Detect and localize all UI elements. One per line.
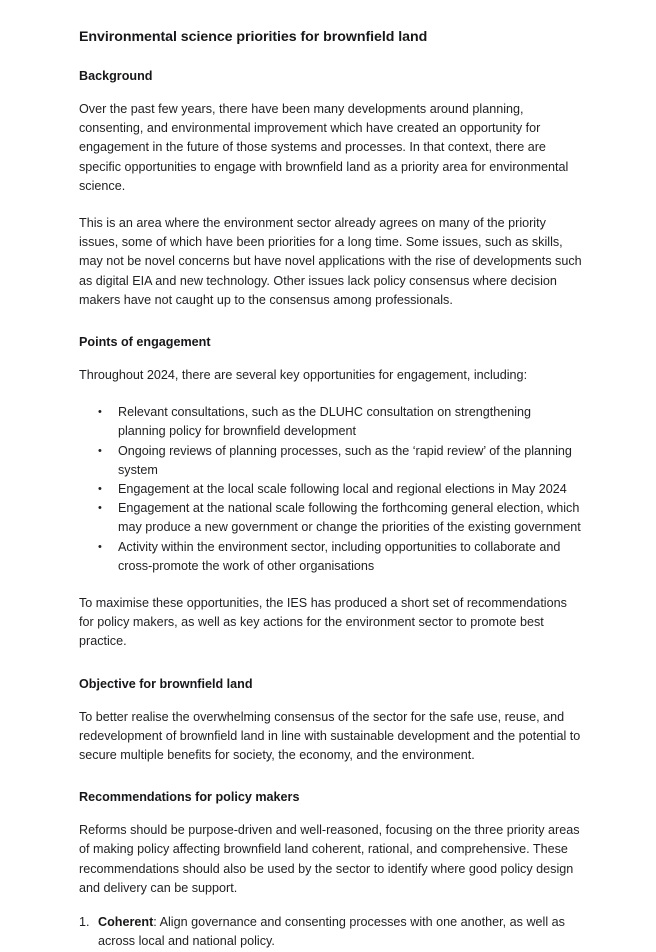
engagement-bullet-list	[79, 403, 582, 576]
list-item-text: Ongoing reviews of planning processes, such as the ‘rapid review’ of the planning system	[118, 443, 572, 477]
bullet-icon: •	[98, 483, 102, 496]
bullet-icon: •	[98, 444, 102, 457]
document-title: Environmental science priorities for brownfield land	[79, 29, 428, 45]
section-heading-points-of-engagement: Points of engagement	[79, 335, 211, 350]
list-item-term: Coherent	[98, 915, 154, 930]
list-item	[79, 913, 582, 951]
list-item	[79, 480, 582, 499]
list-item-text: Engagement at the local scale following local and regional elections in May 2024	[118, 482, 567, 497]
recommendations-numbered-list	[79, 913, 582, 951]
list-item-body: : Align governance and consenting processes with one another, as well as across local and national policy.	[98, 915, 565, 949]
bullet-icon: •	[98, 406, 102, 419]
list-item-text: Relevant consultations, such as the DLUHC consultation on strengthening planning policy for brownfield development	[118, 405, 532, 439]
list-item-text: Activity within the environment sector, including opportunities to collaborate and cross-promote the work of other organisations	[118, 539, 561, 573]
bullet-icon: •	[98, 540, 102, 553]
section-heading-recommendations: Recommendations for policy makers	[79, 790, 300, 805]
paragraph-objective-1: To better realise the overwhelming consensus of the sector for the safe use, reuse, and redevelopment of brownfield land in line with sustainable development and the potential to secure multiple benefits for society, the economy, and the environment.	[79, 709, 581, 763]
bullet-icon: •	[98, 502, 102, 515]
list-item-text	[98, 915, 565, 948]
paragraph-points-closing: To maximise these opportunities, the IES has produced a short set of recommendations for policy makers, as well as key actions for the environment sector to promote best practice.	[79, 596, 567, 649]
list-item	[79, 442, 582, 480]
paragraph-background-1: Over the past few years, there have been many developments around planning, consenting, and environmental improvement which have created an opportunity for engagement in the future of those systems and processes. In that context, there are specific opportunities to engage with brownfield land as a priority area for environmental science.	[79, 102, 569, 193]
section-heading-background: Background	[79, 69, 153, 83]
list-item	[79, 538, 582, 576]
list-item-number: 1.	[79, 915, 90, 930]
paragraph-background-2: This is an area where the environment sector already agrees on many of the priority issues, some of which have been priorities for a long time. Some issues, such as skills, may not be novel concerns but have novel applications with the rise of developments such as digital EIA and new technology. Other issues lack policy consensus where decision makers have not caught up to the consensus among professionals.	[79, 216, 582, 307]
list-item	[79, 499, 582, 537]
list-item-text: Engagement at the national scale following the forthcoming general election, which may produce a new government or change the priorities of the existing government	[118, 501, 581, 535]
section-heading-objective: Objective for brownfield land	[79, 676, 253, 691]
paragraph-recommendations-1: Reforms should be purpose-driven and well-reasoned, focusing on the three priority areas of making policy affecting brownfield land coherent, rational, and comprehensive. These recommendations should also be used by the sector to identify where good policy design and delivery can be support.	[79, 823, 580, 895]
list-item	[79, 403, 582, 441]
paragraph-points-intro: Throughout 2024, there are several key opportunities for engagement, including:	[79, 368, 528, 383]
